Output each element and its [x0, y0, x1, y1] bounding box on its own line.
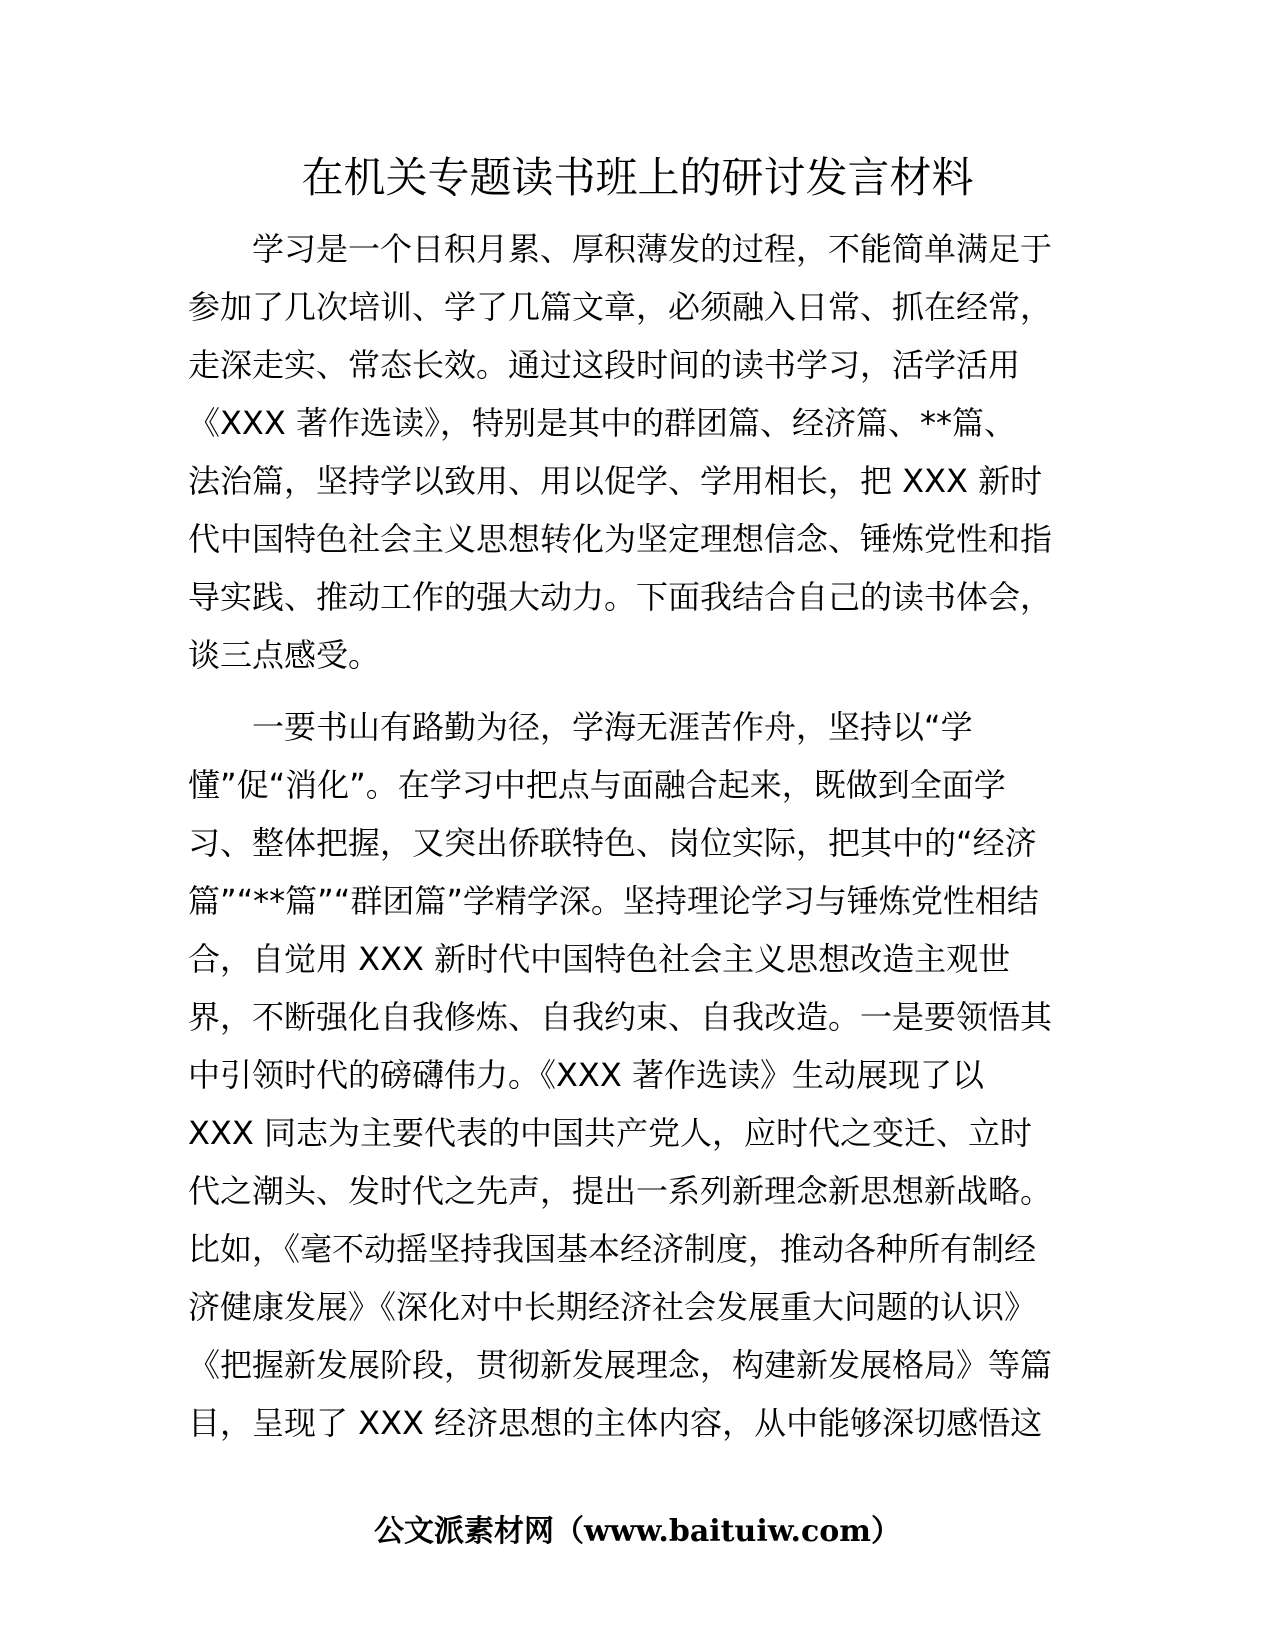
paragraph-line: 代之潮头、发时代之先声，提出一系列新理念新思想新战略。 — [188, 1172, 1053, 1210]
paragraph-intro — [188, 220, 1088, 684]
paragraph-line: 《把握新发展阶段，贯彻新发展理念，构建新发展格局》等篇 — [188, 1346, 1053, 1384]
paragraph-line: 代中国特色社会主义思想转化为坚定理想信念、锤炼党性和指 — [188, 520, 1053, 558]
paragraph-line: 导实践、推动工作的强大动力。下面我结合自己的读书体会， — [188, 578, 1053, 616]
paragraph-line: 比如，《毫不动摇坚持我国基本经济制度，推动各种所有制经 — [188, 1230, 1037, 1268]
footer-source-link: 公文派素材网（www.baituiw.com） — [373, 1514, 902, 1549]
paragraph-spacer — [188, 684, 1088, 698]
paragraph-line: 《XXX 著作选读》，特别是其中的群团篇、经济篇、**篇、 — [188, 404, 1016, 442]
paragraph-line: 济健康发展》《深化对中长期经济社会发展重大问题的认识》 — [188, 1288, 1037, 1326]
paragraph-line: 走深走实、常态长效。通过这段时间的读书学习，活学活用 — [188, 346, 1021, 384]
paragraph-line: 学习是一个日积月累、厚积薄发的过程，不能简单满足于 — [252, 230, 1053, 268]
document-body — [188, 220, 1088, 1452]
paragraph-line: 法治篇，坚持学以致用、用以促学、学用相长，把 XXX 新时 — [188, 462, 1043, 500]
paragraph-point-one — [188, 698, 1088, 1452]
paragraph-line: 谈三点感受。 — [188, 636, 381, 674]
paragraph-line: 界，不断强化自我修炼、自我约束、自我改造。一是要领悟其 — [188, 998, 1053, 1036]
paragraph-line: 一要书山有路勤为径，学海无涯苦作舟，坚持以“学 — [252, 708, 973, 746]
paragraph-line: 合，自觉用 XXX 新时代中国特色社会主义思想改造主观世 — [188, 940, 1011, 978]
paragraph-line: 中引领时代的磅礴伟力。《XXX 著作选读》生动展现了以 — [188, 1056, 984, 1094]
paragraph-line: 篇”“**篇”“群团篇”学精学深。坚持理论学习与锤炼党性相结 — [188, 882, 1039, 920]
paragraph-line: 目，呈现了 XXX 经济思想的主体内容，从中能够深切感悟这 — [188, 1404, 1043, 1442]
paragraph-line: 习、整体把握，又突出侨联特色、岗位实际，把其中的“经济 — [188, 824, 1037, 862]
paragraph-line: 参加了几次培训、学了几篇文章，必须融入日常、抓在经常， — [188, 288, 1053, 326]
paragraph-line: XXX 同志为主要代表的中国共产党人，应时代之变迁、立时 — [188, 1114, 1032, 1152]
paragraph-line: 懂”促“消化”。在学习中把点与面融合起来，既做到全面学 — [188, 766, 1006, 804]
document-title: 在机关专题读书班上的研讨发言材料 — [301, 153, 974, 202]
